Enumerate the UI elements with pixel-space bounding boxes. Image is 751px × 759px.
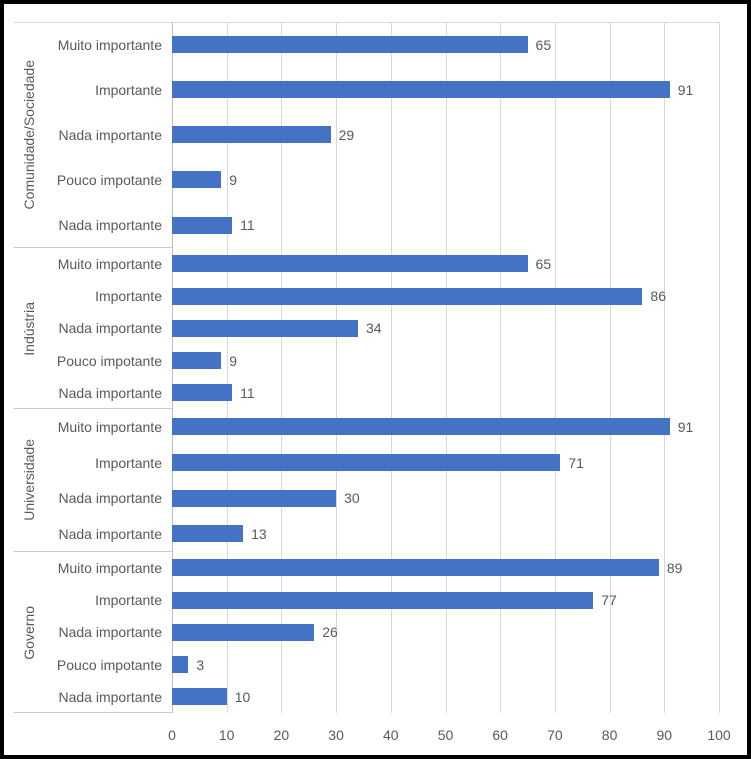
bar-chart bbox=[14, 22, 731, 752]
bar-track bbox=[172, 454, 719, 471]
bar-track bbox=[172, 592, 719, 609]
bar-track bbox=[172, 384, 719, 401]
group-axis-label bbox=[14, 409, 44, 552]
x-tick-label: 80 bbox=[601, 727, 618, 743]
bar bbox=[172, 255, 528, 272]
bar-value-label: 30 bbox=[344, 490, 360, 507]
x-tick-label: 40 bbox=[383, 727, 399, 743]
bar-value-label: 86 bbox=[650, 288, 666, 305]
chart-row bbox=[44, 67, 719, 112]
bar-value-label: 91 bbox=[677, 81, 694, 98]
bar-value-label: 3 bbox=[196, 656, 205, 673]
bar bbox=[172, 688, 227, 705]
chart-row bbox=[44, 584, 719, 616]
category-label: Nada importante bbox=[58, 126, 162, 143]
group-axis-label bbox=[14, 248, 44, 409]
bar bbox=[172, 320, 358, 337]
category-label: Muito importante bbox=[57, 255, 162, 272]
bar-value-label: 9 bbox=[229, 352, 238, 369]
chart-row bbox=[44, 344, 719, 376]
chart-row bbox=[44, 157, 719, 202]
chart-row bbox=[44, 409, 719, 445]
category-label: Pouco impotante bbox=[56, 656, 162, 673]
category-label: Importante bbox=[95, 592, 162, 609]
category-label: Importante bbox=[95, 454, 162, 471]
bar-track bbox=[172, 490, 719, 507]
bar bbox=[172, 384, 232, 401]
group-axis-label bbox=[14, 22, 44, 248]
bar-track bbox=[172, 36, 719, 53]
x-tick-label: 20 bbox=[273, 727, 290, 743]
group-axis-label-text: Indústria bbox=[21, 301, 37, 356]
chart-row bbox=[44, 480, 719, 516]
x-tick-label: 50 bbox=[437, 727, 454, 743]
bar-value-label: 26 bbox=[322, 624, 338, 641]
bar bbox=[172, 454, 560, 471]
bar bbox=[172, 624, 314, 641]
chart-row bbox=[44, 280, 719, 312]
bar bbox=[172, 656, 188, 673]
category-label: Muito importante bbox=[57, 36, 162, 53]
category-label: Nada importante bbox=[58, 320, 162, 337]
x-tick-label: 10 bbox=[218, 727, 235, 743]
bar-value-label: 89 bbox=[666, 559, 683, 576]
group-rows bbox=[44, 248, 719, 409]
bar-value-label: 65 bbox=[535, 36, 552, 53]
group-axis-label-text: Universidade bbox=[21, 439, 37, 522]
group-rows bbox=[44, 409, 719, 552]
category-label: Nada importante bbox=[58, 688, 162, 705]
bar-track bbox=[172, 217, 719, 234]
category-label: Muito importante bbox=[57, 418, 162, 435]
bar-value-label: 77 bbox=[601, 592, 617, 609]
bar bbox=[172, 126, 331, 143]
bar-value-label: 11 bbox=[240, 384, 255, 401]
bar-track bbox=[172, 81, 719, 98]
bar-track bbox=[172, 688, 719, 705]
bar-value-label: 13 bbox=[251, 525, 267, 542]
bar bbox=[172, 81, 670, 98]
bar bbox=[172, 36, 528, 53]
bar-track bbox=[172, 525, 719, 542]
chart-row bbox=[44, 552, 719, 584]
category-label: Importante bbox=[95, 81, 162, 98]
category-label: Importante bbox=[95, 288, 162, 305]
x-tick-label: 0 bbox=[168, 727, 176, 743]
bar bbox=[172, 525, 243, 542]
chart-row bbox=[44, 616, 719, 648]
group-axis-label bbox=[14, 552, 44, 713]
group-rows bbox=[44, 552, 719, 713]
bar-track bbox=[172, 126, 719, 143]
x-axis bbox=[168, 727, 731, 747]
bar-value-label: 29 bbox=[338, 126, 355, 143]
bar-track bbox=[172, 624, 719, 641]
bar-track bbox=[172, 418, 719, 435]
bar bbox=[172, 288, 642, 305]
bar-value-label: 11 bbox=[240, 217, 255, 234]
bar bbox=[172, 171, 221, 188]
group-axis-label-text: Comunidade/Sociedade bbox=[21, 60, 37, 210]
bar-track bbox=[172, 171, 719, 188]
category-label: Nada importante bbox=[58, 384, 162, 401]
bar bbox=[172, 217, 232, 234]
bar-track bbox=[172, 320, 719, 337]
category-label: Nada importante bbox=[58, 624, 162, 641]
category-label: Nada importante bbox=[58, 217, 162, 234]
bar-track bbox=[172, 559, 719, 576]
category-label: Pouco impotante bbox=[56, 171, 162, 188]
bar-track bbox=[172, 656, 719, 673]
bar-value-label: 65 bbox=[535, 255, 552, 272]
gridline bbox=[719, 22, 720, 713]
category-group bbox=[14, 248, 719, 409]
x-tick-label: 100 bbox=[707, 727, 731, 743]
x-tick-label: 90 bbox=[656, 727, 673, 743]
chart-row bbox=[44, 681, 719, 713]
bar-value-label: 91 bbox=[677, 418, 694, 435]
chart-row bbox=[44, 312, 719, 344]
chart-row bbox=[44, 516, 719, 552]
category-label: Nada importante bbox=[58, 525, 162, 542]
bar bbox=[172, 592, 593, 609]
category-group bbox=[14, 22, 719, 248]
bar bbox=[172, 352, 221, 369]
category-label: Muito importante bbox=[57, 559, 162, 576]
bar bbox=[172, 559, 659, 576]
chart-groups bbox=[14, 22, 719, 713]
bar-value-label: 34 bbox=[365, 320, 382, 337]
bar-value-label: 10 bbox=[234, 688, 251, 705]
group-rows bbox=[44, 22, 719, 248]
x-tick-label: 60 bbox=[492, 727, 508, 743]
group-separator bbox=[14, 712, 172, 713]
group-axis-label-text: Governo bbox=[21, 605, 37, 660]
bar-value-label: 9 bbox=[229, 171, 238, 188]
chart-row bbox=[44, 248, 719, 280]
chart-row bbox=[44, 112, 719, 157]
chart-row bbox=[44, 445, 719, 481]
x-tick-label: 70 bbox=[547, 727, 563, 743]
category-label: Nada importante bbox=[58, 490, 162, 507]
chart-row bbox=[44, 203, 719, 248]
category-group bbox=[14, 409, 719, 552]
bar-track bbox=[172, 288, 719, 305]
chart-row bbox=[44, 377, 719, 409]
x-tick-label: 30 bbox=[328, 727, 344, 743]
chart-row bbox=[44, 648, 719, 680]
chart-row bbox=[44, 22, 719, 67]
bar bbox=[172, 418, 670, 435]
bar-track bbox=[172, 352, 719, 369]
bar-track bbox=[172, 255, 719, 272]
bar-value-label: 71 bbox=[568, 454, 584, 471]
bar bbox=[172, 490, 336, 507]
category-label: Pouco impotante bbox=[56, 352, 162, 369]
category-group bbox=[14, 552, 719, 713]
